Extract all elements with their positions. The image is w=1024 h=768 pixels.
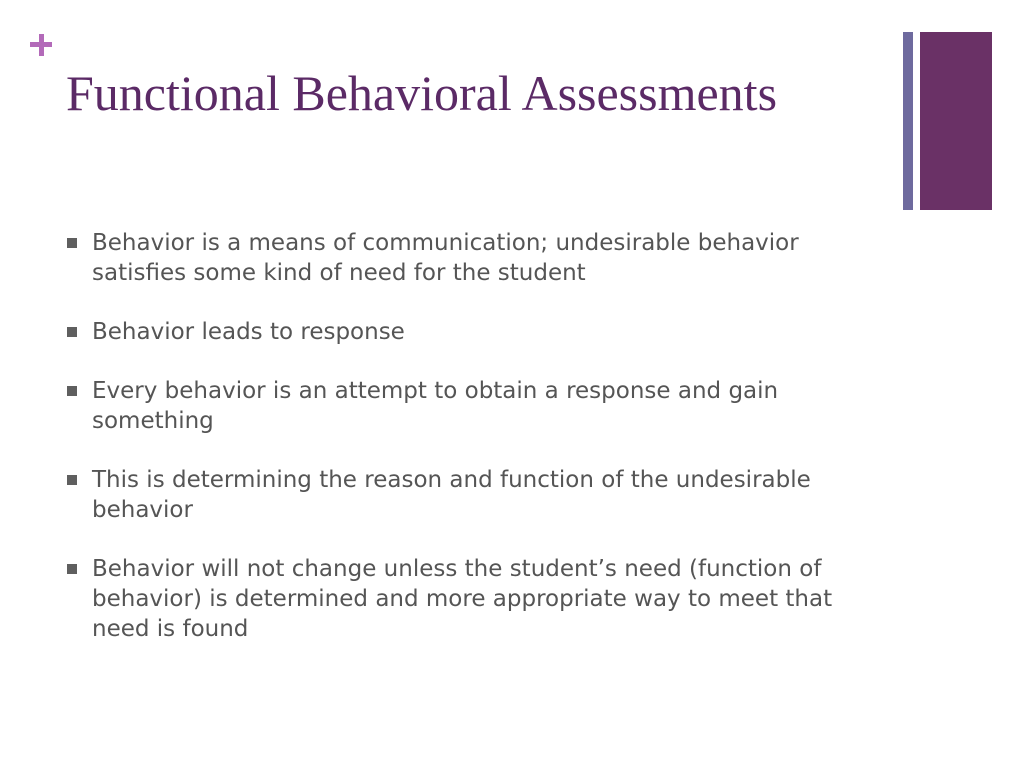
square-bullet-icon <box>67 564 77 574</box>
square-bullet-icon <box>67 475 77 485</box>
bullet-text: This is determining the reason and function of the undesirable behavior <box>92 467 811 523</box>
plus-icon <box>26 30 56 60</box>
decorative-block <box>920 32 992 210</box>
plus-icon-vertical <box>39 34 44 56</box>
square-bullet-icon <box>67 327 77 337</box>
bullet-item-5 <box>66 554 896 644</box>
bullet-item-2 <box>66 317 896 347</box>
square-bullet-icon <box>67 386 77 396</box>
bullet-item-3 <box>66 376 896 436</box>
bullet-text: Behavior leads to response <box>92 319 405 345</box>
bullet-text: Behavior will not change unless the student’s need (function of behavior) is determined and more appropriate way to meet that need is found <box>92 556 833 642</box>
decorative-thin-bar <box>903 32 913 210</box>
bullet-text: Every behavior is an attempt to obtain a response and gain something <box>92 378 779 434</box>
bullet-text: Behavior is a means of communication; undesirable behavior satisfies some kind of need for the student <box>92 230 799 286</box>
square-bullet-icon <box>67 238 77 248</box>
slide-title: Functional Behavioral Assessments <box>66 65 778 121</box>
bullet-item-4 <box>66 465 896 525</box>
bullet-list <box>66 228 896 673</box>
bullet-item-1 <box>66 228 896 288</box>
